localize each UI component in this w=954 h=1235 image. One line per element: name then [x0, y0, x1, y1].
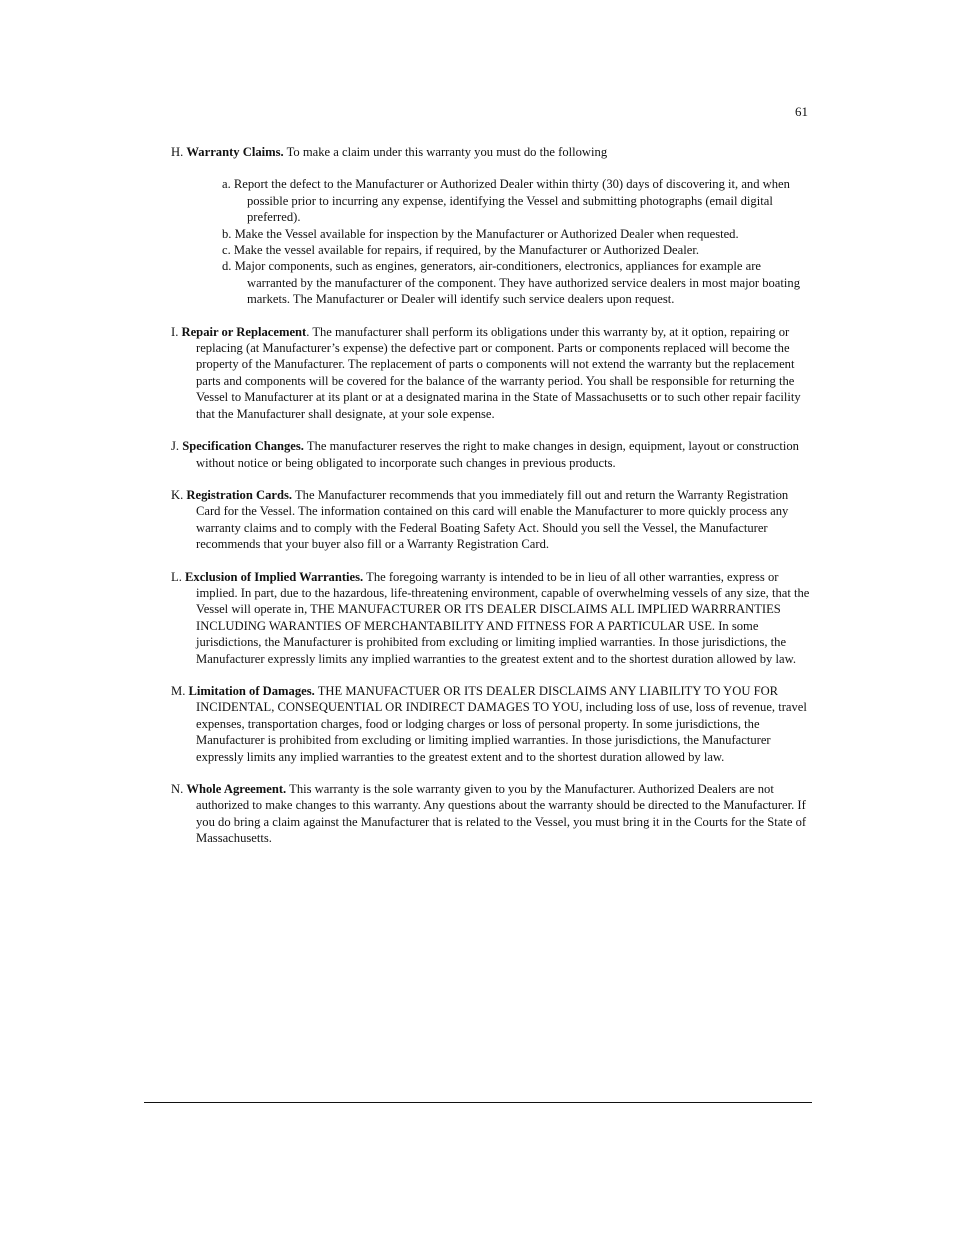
section-body: This warranty is the sole warranty given to you by the Manufacturer. Authorized Dealers are not authorized to make changes to this warranty. Any questions about the warranty should be directed to the Manufacturer. If you do bring a claim against the Manufacturer that is related to the Vessel, you must bring it in the Courts for the State of Massachusetts.: [196, 782, 807, 846]
section-title: Specification Changes.: [182, 439, 304, 454]
page-number: 61: [795, 104, 808, 119]
section-body: . The manufacturer shall perform its obligations under this warranty by, at it option, repairing or replacing (at Manufacturer’s expense) the defective part or component. Parts or components replaced will become the property of the Manufacturer. The replacement of parts o components will not extend the warranty but the replacement parts and components will be covered for the balance of the warranty period. You shall be responsible for returning the Vessel to Manufacturer at its plant or at a designated marina in the State of Massachusetts or to such other repair facility that the Manufacturer shall designate, at your sole expense.: [196, 324, 801, 421]
section-title: Exclusion of Implied Warranties.: [185, 569, 364, 584]
section-exclusion-of-implied-warranties: [171, 569, 811, 667]
section-prefix: H.: [171, 145, 187, 159]
list-item: d. Major components, such as engines, generators, air-conditioners, electronics, appliances for example are warranted by the manufacturer of the component. They have authorized service dealers in most major boating markets. The Manufacturer or Dealer will identify such service dealers upon request.: [222, 259, 800, 307]
section-prefix: N.: [171, 782, 187, 796]
list-item: c. Make the vessel available for repairs, if required, by the Manufacturer or Authorized Dealer.: [222, 243, 699, 258]
section-prefix: M.: [171, 683, 189, 698]
section-prefix: K.: [171, 487, 187, 502]
section-body: THE MANUFACTUER OR ITS DEALER DISCLAIMS ANY LIABILITY TO YOU FOR INCIDENTAL, CONSEQUENTIAL OR INDIRECT DAMAGES TO YOU, including loss of use, loss of revenue, travel expenses, transportation charges, food or lodging charges or loss of personal property. In some jurisdictions, the Manufacturer is prohibited from excluding or limiting implied warranties. In those jurisdictions, the Manufacturer expressly limits any implied warranties to the greatest extent and to the shortest duration allowed by law.: [196, 683, 807, 764]
section-repair-or-replacement: [171, 324, 811, 422]
section-registration-cards: [171, 487, 811, 553]
section-limitation-of-damages: [171, 683, 811, 765]
section-prefix: I.: [171, 324, 182, 339]
list-item: b. Make the Vessel available for inspection by the Manufacturer or Authorized Dealer when requested.: [222, 226, 739, 241]
list-item: a. Report the defect to the Manufacturer or Authorized Dealer within thirty (30) days of discovering it, and when possible prior to incurring any expense, identifying the Vessel and submitting photographs (email digital preferred).: [222, 177, 790, 225]
section-title: Warranty Claims.: [186, 145, 284, 159]
warranty-claims-steps: [222, 176, 811, 307]
section-title: Repair or Replacement: [181, 324, 307, 339]
section-prefix: J.: [171, 439, 183, 454]
section-title: Registration Cards.: [186, 487, 293, 502]
section-body: The foregoing warranty is intended to be in lieu of all other warranties, express or implied. In part, due to the hazardous, life-threatening environment, capable of overwhelming vessels of any size, that the Vessel will operate in, THE MANUFACTURER OR ITS DEALER DISCLAIMS ALL IMPLIED WARRRANTIES INCLUDING WARANTIES OF MERCHANTABILITY AND FITNESS FOR A PARTICULAR USE. In some jurisdictions, the Manufacturer is prohibited from excluding or limiting implied warranties. In those jurisdictions, the Manufacturer expressly limits any implied warranties to the greatest extent and to the shortest duration allowed by law.: [196, 569, 810, 666]
section-body: The manufacturer reserves the right to make changes in design, equipment, layout or construction without notice or being obligated to incorporate such changes in previous products.: [196, 439, 799, 470]
section-prefix: L.: [171, 569, 185, 584]
section-body: The Manufacturer recommends that you immediately fill out and return the Warranty Registration Card for the Vessel. The information contained on this card will enable the Manufacturer to more quickly process any warranty claims and to comply with the Federal Boating Safety Act. Should you sell the Vessel, the Manufacturer recommends that your buyer also fill or a Warranty Registration Card.: [196, 487, 789, 552]
footer-divider: [144, 1102, 812, 1103]
section-whole-agreement: [171, 781, 811, 847]
section-title: Limitation of Damages.: [188, 683, 315, 698]
section-specification-changes: [171, 438, 811, 471]
warranty-text: [171, 144, 811, 863]
section-title: Whole Agreement.: [186, 782, 287, 796]
section-body: To make a claim under this warranty you must do the following: [283, 145, 608, 159]
section-warranty-claims: [171, 144, 811, 160]
